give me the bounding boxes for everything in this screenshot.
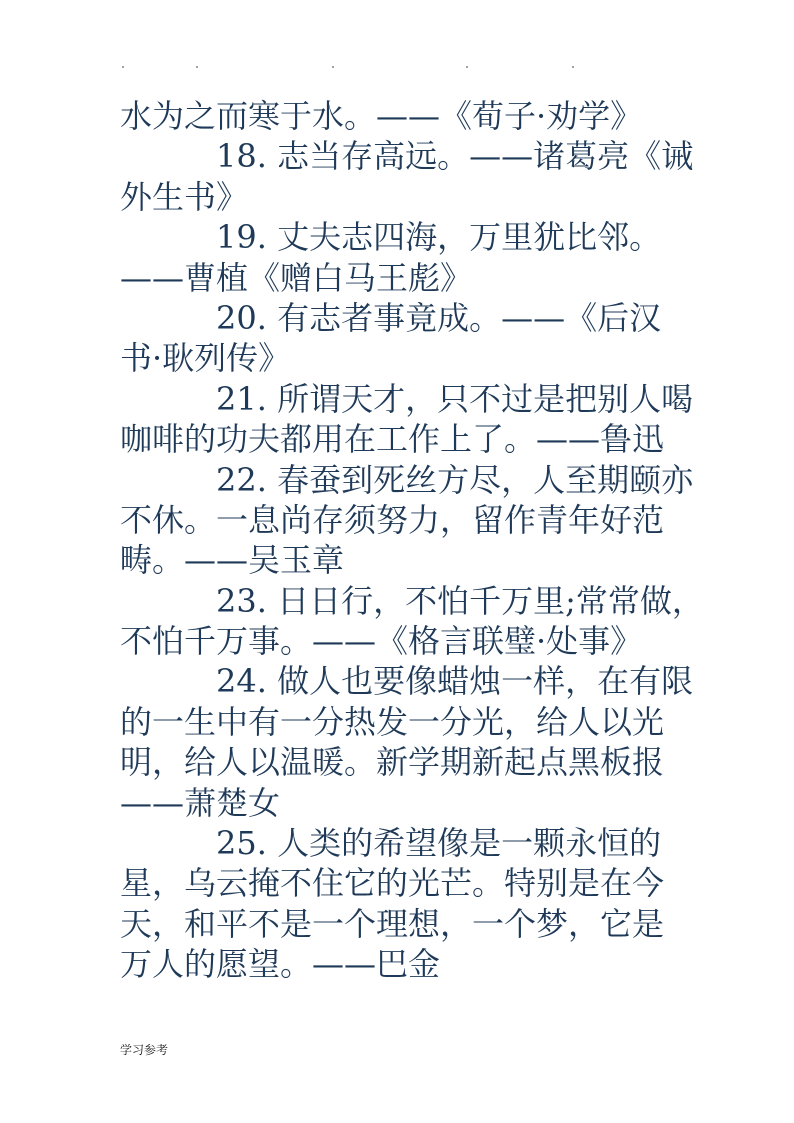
header-dots xyxy=(120,66,680,70)
text-line: 天，和平不是一个理想，一个梦，它是 xyxy=(120,904,665,943)
text-line: 水为之而寒于水。——《荀子·劝学》 xyxy=(120,97,643,135)
text-line: ——曹植《赠白马王彪》 xyxy=(120,258,473,297)
header-dot xyxy=(196,66,198,68)
quote-paragraph xyxy=(120,661,694,823)
quote-paragraph xyxy=(120,298,686,379)
header-dot xyxy=(332,66,334,68)
text-line: 不休。一息尚存须努力，留作青年好范 xyxy=(120,500,665,539)
quote-paragraph xyxy=(120,96,686,136)
header-dot xyxy=(466,66,468,68)
text-line: 21. 所谓天才，只不过是把别人喝 xyxy=(216,379,694,418)
text-line: 20. 有志者事竟成。——《后汉 xyxy=(216,298,662,337)
text-line: 畴。——吴玉章 xyxy=(120,541,345,580)
text-line: 22. 春蚕到死丝方尽，人至期颐亦 xyxy=(216,460,694,499)
text-line: 咖啡的功夫都用在工作上了。——鲁迅 xyxy=(120,420,665,459)
quote-paragraph xyxy=(120,379,694,460)
quote-paragraph xyxy=(120,217,686,298)
text-line: 23. 日日行，不怕千万里;常常做， xyxy=(216,581,704,620)
quote-paragraph xyxy=(120,581,704,662)
quote-paragraph xyxy=(120,460,694,581)
text-line: 18. 志当存高远。——诸葛亮《诫 xyxy=(216,137,694,176)
text-line: 不怕千万事。——《格言联璧·处事》 xyxy=(120,622,643,661)
page-footer: 学习参考 xyxy=(120,1043,169,1057)
text-line: 25. 人类的希望像是一颗永恒的 xyxy=(216,824,662,863)
text-line: 万人的愿望。——巴金 xyxy=(120,945,441,984)
text-line: 明，给人以温暖。新学期新起点黑板报 xyxy=(120,743,665,782)
text-line: 24. 做人也要像蜡烛一样，在有限 xyxy=(216,662,694,701)
text-line: ——萧楚女 xyxy=(120,783,281,822)
text-line: 的一生中有一分热发一分光，给人以光 xyxy=(120,702,665,741)
text-line: 书·耿列传》 xyxy=(120,339,291,378)
header-dot xyxy=(572,66,574,68)
quote-paragraph xyxy=(120,136,694,217)
text-line: 19. 丈夫志四海，万里犹比邻。 xyxy=(216,218,662,257)
header-dot xyxy=(122,66,124,68)
text-line: 星，乌云掩不住它的光芒。特别是在今 xyxy=(120,864,665,903)
quote-paragraph xyxy=(120,823,686,985)
quote-list xyxy=(120,96,704,985)
text-line: 外生书》 xyxy=(120,177,249,216)
